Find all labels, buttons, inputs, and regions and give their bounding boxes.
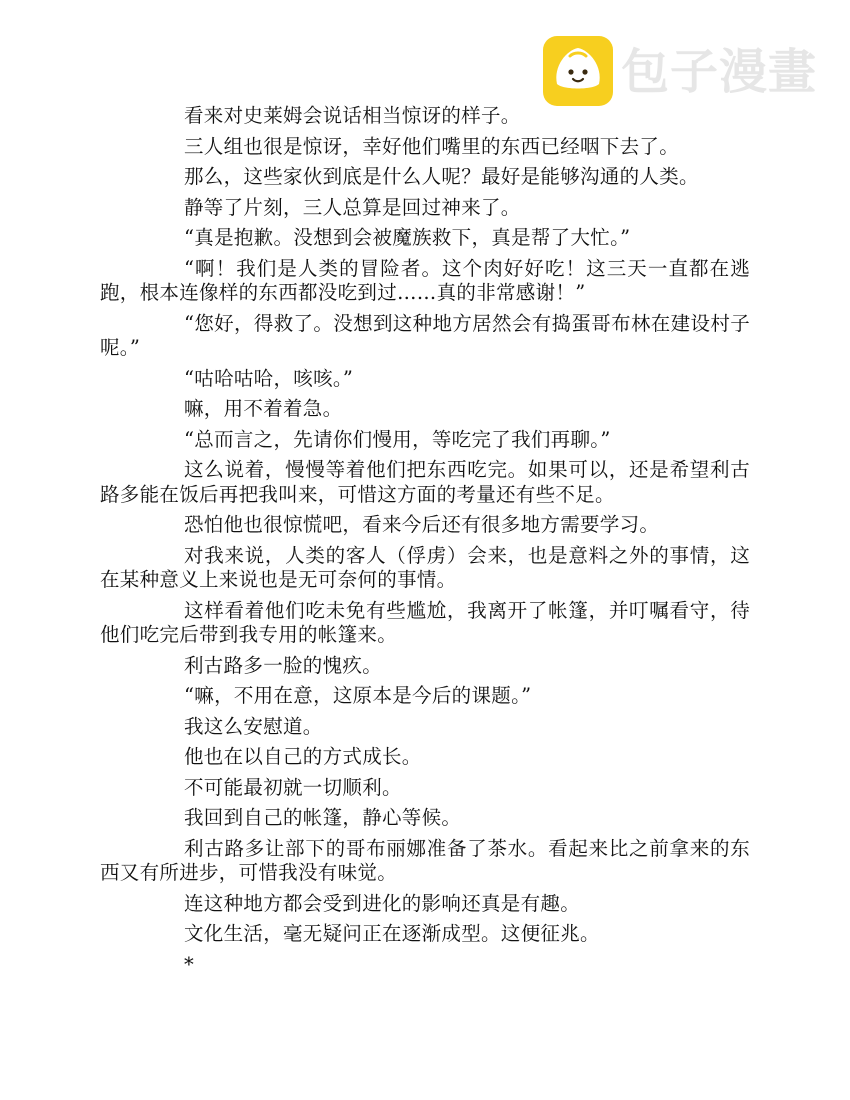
paragraph: 嘛，用不着着急。 [184, 397, 343, 420]
paragraph: 恐怕他也很惊慌吧，看来今后还有很多地方需要学习。 [184, 513, 660, 536]
paragraph: 利古路多让部下的哥布丽娜准备了茶水。看起来比之前拿来的东西又有所进步，可惜我没有味觉。 [100, 836, 750, 884]
paragraph: 这么说着，慢慢等着他们把东西吃完。如果可以，还是希望利古路多能在饭后再把我叫来，可惜这方面的考量还有些不足。 [100, 458, 750, 506]
paragraph: “咕哈咕哈，咳咳。” [184, 366, 354, 390]
paragraph: 那么，这些家伙到底是什么人呢？最好是能够沟通的人类。 [184, 165, 699, 188]
paragraph: 三人组也很是惊讶，幸好他们嘴里的东西已经咽下去了。 [184, 134, 680, 158]
paragraph: 不可能最初就一切顺利。 [184, 775, 402, 799]
paragraph: 我这么安慰道。 [184, 714, 323, 738]
paragraph: 看来对史莱姆会说话相当惊讶的样子。 [184, 104, 521, 127]
document-body [100, 104, 750, 983]
section-break: * [184, 952, 195, 976]
paragraph: 我回到自己的帐篷，静心等候。 [184, 806, 462, 829]
paragraph: “嘛，不用在意，这原本是今后的课题。” [184, 684, 532, 707]
baozi-bun-icon [543, 36, 613, 106]
paragraph: 利古路多一脸的愧疚。 [184, 653, 383, 677]
paragraph: “总而言之，先请你们慢用，等吃完了我们再聊。” [184, 427, 611, 451]
paragraph: “真是抱歉。没想到会被魔族救下，真是帮了大忙。” [184, 226, 631, 249]
paragraph: “您好，得救了。没想到这种地方居然会有捣蛋哥布林在建设村子呢。” [100, 311, 750, 359]
paragraph: “啊！我们是人类的冒险者。这个肉好好吃！这三天一直都在逃跑，根本连像样的东西都没吃到过……真的非常感谢！” [100, 256, 750, 304]
paragraph: 静等了片刻，三人总算是回过神来了。 [184, 195, 521, 219]
paragraph: 他也在以自己的方式成长。 [184, 745, 422, 768]
watermark-text: 包子漫畫 [621, 44, 818, 100]
paragraph: 对我来说，人类的客人（俘虏）会来，也是意料之外的事情，这在某种意义上来说也是无可奈何的事情。 [100, 543, 750, 591]
watermark [543, 36, 823, 108]
paragraph: 文化生活，毫无疑问正在逐渐成型。这便征兆。 [184, 922, 600, 945]
paragraph: 这样看着他们吃未免有些尴尬，我离开了帐篷，并叮嘱看守，待他们吃完后带到我专用的帐篷来。 [100, 598, 750, 646]
paragraph: 连这种地方都会受到进化的影响还真是有趣。 [184, 891, 581, 915]
